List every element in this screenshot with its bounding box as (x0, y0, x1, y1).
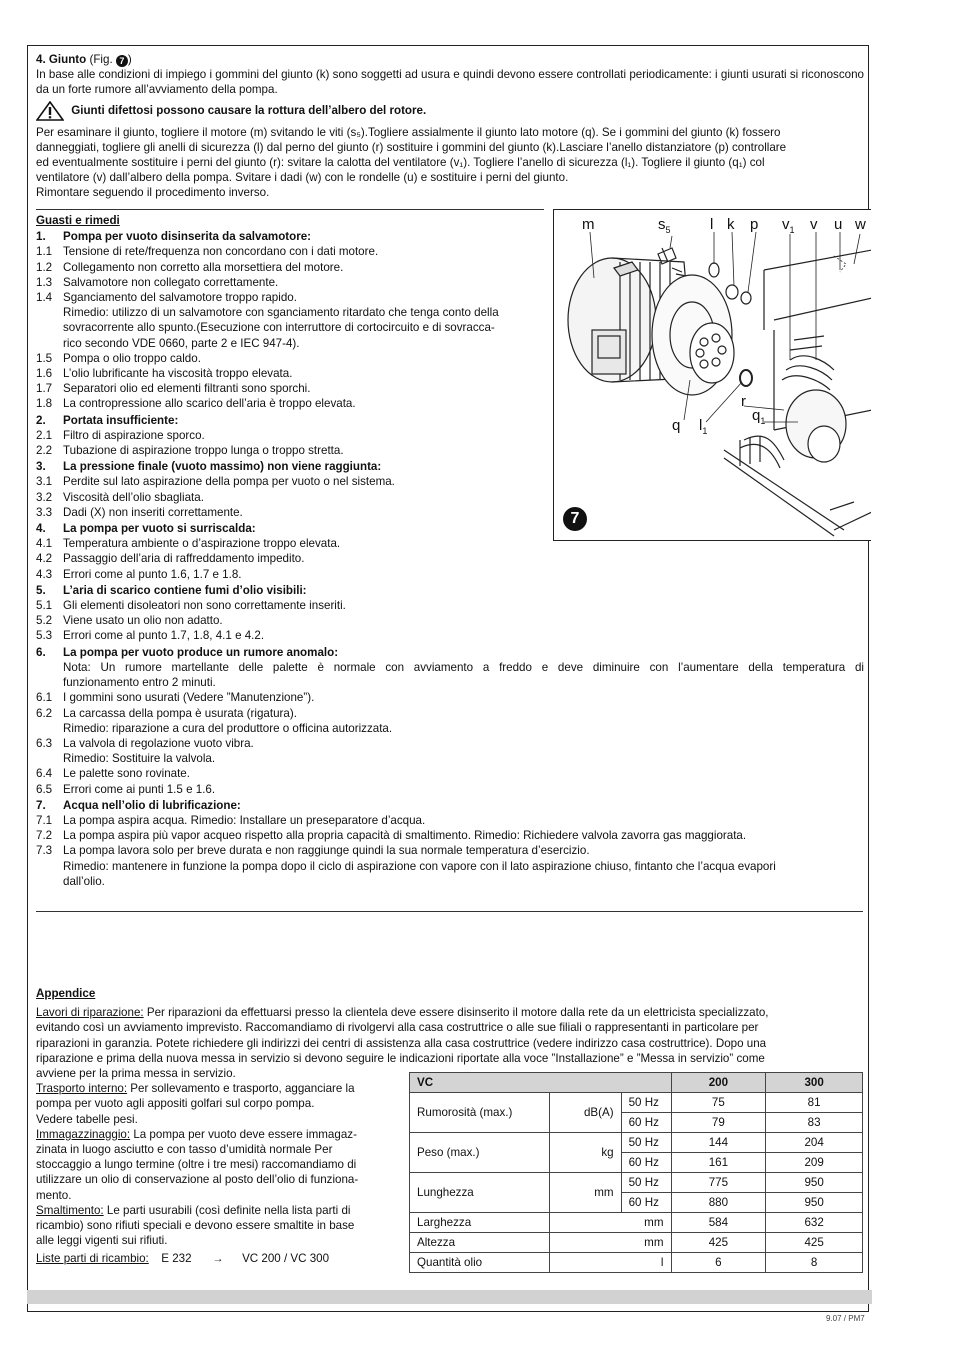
list-item: 1.8 La contropressione allo scarico dell’aria è troppo elevata. (36, 397, 356, 411)
list-item: 1.2 Collegamento non corretto alla morsettiera del motore. (36, 260, 344, 274)
label-l1: $l_1$ (699, 417, 708, 436)
list-item: 2.1 Filtro di aspirazione sporco. (36, 428, 205, 442)
list-item: 1.6 L’olio lubrificante ha viscosità troppo elevata. (36, 367, 293, 381)
list-item: 7.2 La pompa aspira più vapor acqueo rispetto alla propria capacità di smaltimento. Rimedio: Richiedere valvola zavorra gas maggiorata. (36, 829, 747, 843)
figure-number-badge: 7 (563, 507, 587, 531)
faults-title: Guasti e rimedi (36, 214, 120, 227)
list-item: 3.2 Viscosità dell’olio sbagliata. (36, 490, 204, 504)
table-row: Quantità olio l 6 8 (410, 1253, 863, 1273)
intro-text: In base alle condizioni di impiego i gommini del giunto (k) sono soggetti ad usura e quindi devono essere controllati periodicamente: i giunti usurati si riconoscono da un forte rumore all’avviamento della pompa. (36, 68, 864, 97)
list-item: 1.4 Sganciamento del salvamotore troppo rapido. (36, 291, 297, 305)
list-item: 1.7 Separatori olio ed elementi filtranti sono sporchi. (36, 382, 311, 396)
list-item: 5.2 Viene usato un olio non adatto. (36, 614, 223, 628)
disposal-paragraph: Smaltimento: Le parti usurabili (così definite nella lista parti di ricambio) sono rifiuti speciali e devono essere smaltite in base alle leggi vigenti sui rifiuti. (36, 1203, 355, 1248)
fault-group-title: 4. La pompa per vuoto si surriscalda: (36, 522, 256, 536)
fault-group-title: 7. Acqua nell’olio di lubrificazione: (36, 798, 241, 812)
warning-text: Giunti difettosi possono causare la rottura dell’albero del rotore. (71, 103, 427, 117)
figure-ref-badge: 7 (116, 55, 128, 67)
list-item: 5.3 Errori come al punto 1.7, 1.8, 4.1 e 4.2. (36, 629, 265, 643)
label-s5: $s_5$ (658, 216, 671, 235)
list-item: Rimedio: riparazione a cura del produttore o officina autorizzata. (63, 721, 393, 735)
list-item: 3.3 Dadi (X) non inseriti correttamente. (36, 505, 243, 519)
spec-table (409, 1072, 863, 1273)
warning-triangle-icon (36, 101, 64, 121)
table-row: Lunghezza mm 50 Hz 775 950 (410, 1173, 863, 1193)
list-item: Rimedio: utilizzo di un salvamotore con sganciamento ritardato che tenga conto della (63, 306, 499, 320)
list-item: Nota: Un rumore martellante delle palette è normale con avviamento a freddo e deve diminuire con l’aumentare della temperatura di (63, 660, 864, 674)
list-item: 2.2 Tubazione di aspirazione troppo lunga o troppo stretta. (36, 444, 344, 458)
table-row: Larghezza mm 584 632 (410, 1213, 863, 1233)
label-v: v (810, 216, 818, 233)
table-header-row: VC 200 300 (410, 1073, 863, 1093)
list-item: 4.2 Passaggio dell’aria di raffreddamento impedito. (36, 552, 305, 566)
coupling-instructions: Per esaminare il giunto, togliere il motore (m) svitando le viti (s₅).Togliere assialmente il giunto lato motore (q). Se i gommini del giunto (k) fossero danneggiati, togliere gli anelli di sicurezza (l) dal perno del giunto (r) sostituire i gommini del giunto (k).Lasciare l’anello distanziatore (p) controllare ed eventualmente sostituire i perni del giunto (r): svitare la calotta del ventilatore (v₁). Togliere l’anello di sicurezza (l₁). Togliere il giunto (q₁) col ventilatore (v) dall’albero della pompa. Svitare i dadi (w) con le rondelle (u) e sostituire i perni del giunto. Rimontare seguendo il procedimento inverso. (36, 125, 787, 200)
transport-paragraph: Trasporto interno: Per sollevamento e trasporto, agganciare la pompa per vuoto agli appositi golfari sul corpo pompa. Vedere tabelle pesi. (36, 1082, 355, 1126)
table-row: 60 Hz 161 209 (410, 1153, 863, 1173)
label-w: w (855, 216, 866, 233)
fault-group-title: 6. La pompa per vuoto produce un rumore anomalo: (36, 645, 339, 659)
arrow-icon: → (212, 1252, 224, 1266)
footer-bar (27, 1290, 872, 1304)
list-item: rico secondo VDE 0660, parte 2 e IEC 947-4). (63, 336, 300, 350)
list-item: 6.2 La carcassa della pompa è usurata (rigatura). (36, 706, 297, 720)
table-row: Rumorosità (max.) dB(A) 50 Hz 75 81 (410, 1093, 863, 1113)
label-r: r (741, 393, 746, 410)
list-item: funzionamento entro 2 minuti. (63, 676, 216, 690)
list-item: 3.1 Perdite sul lato aspirazione della pompa per vuoto o nel sistema. (36, 475, 395, 489)
page-code: 9.07 / PM7 (826, 1314, 865, 1323)
list-item: 7.1 La pompa aspira acqua. Rimedio: Installare un preseparatore d’acqua. (36, 813, 426, 827)
list-item: sovracorrente allo spunto.(Esecuzione con interruttore di cortocircuito e di sovracca- (63, 321, 495, 335)
divider (36, 911, 863, 912)
table-row: 60 Hz 79 83 (410, 1113, 863, 1133)
storage-paragraph: Immagazzinaggio: La pompa per vuoto deve essere immagaz- zinata in luogo asciutto e con tasso d’umidità normale Per stoccaggio a lungo termine (oltre i tre mesi) raccomandiamo di utilizzare un olio di conservazione al posto dell’olio di funziona- mento. (36, 1127, 359, 1202)
label-v1: $v_1$ (782, 216, 795, 235)
list-item: 7.3 La pompa lavora solo per breve durata e non raggiunge quindi la sua normale temperatura d’esercizio. (36, 844, 590, 858)
section-coupling (36, 52, 864, 201)
repairs-paragraph: Lavori di riparazione: Per riparazioni da effettuarsi presso la clientela deve essere disinserito il motore dalla rete da un elettricista specializzato, evitando così un avviamento imprevisto. Raccomandiamo di rivolgervi alla casa costruttrice o alle sue filiali o rappresentanti in particolare per riparazioni in garanzia. Potete richiedere gli indirizzi dei centri di assistenza alla casa costruttrice (vedere indirizzo casa costruttrice). Dopo una riparazione e prima della nuova messa in servizio si devono seguire le indicazioni riportate alla voce ”Installazione” e ”Messa in servizio” come avviene per la prima messa in servizio. (36, 1006, 769, 1081)
fault-group-title: 5. L’aria di scarico contiene fumi d’olio visibili: (36, 583, 307, 597)
divider (36, 209, 544, 210)
list-item: 1.1 Tensione di rete/frequenza non concordano con i dati motore. (36, 245, 379, 259)
warning-line (36, 101, 864, 123)
list-item: 6.1 I gommini sono usurati (Vedere ”Manutenzione”). (36, 691, 315, 705)
fault-group-title: 2. Portata insufficiente: (36, 413, 179, 427)
pump-exploded-drawing (554, 210, 871, 541)
appendix-title: Appendice (36, 987, 96, 1000)
section-title: 4. Giunto (Fig. 7 ) (36, 53, 132, 66)
fault-group-title: 3. La pressione finale (vuoto massimo) non viene raggiunta: (36, 460, 382, 474)
fault-group-title: 1. Pompa per vuoto disinserita da salvamotore: (36, 230, 312, 244)
label-l: l (710, 216, 714, 233)
label-p: p (750, 216, 759, 233)
list-item: Rimedio: mantenere in funzione la pompa dopo il ciclo di aspirazione con vapore con il lato aspirazione chiuso, fintanto che l’acqua evapori (63, 859, 776, 873)
list-item: 4.1 Temperatura ambiente o d’aspirazione troppo elevata. (36, 537, 341, 551)
list-item: 6.4 Le palette sono rovinate. (36, 767, 190, 781)
list-item: 1.3 Salvamotore non collegato correttamente. (36, 275, 279, 289)
label-u: u (834, 216, 843, 233)
list-item: dall’olio. (63, 874, 105, 888)
list-item: 5.1 Gli elementi disoleatori non sono correttamente inseriti. (36, 599, 346, 613)
spare-parts-line: Liste parti di ricambio: E 232 → VC 200 / VC 300 (36, 1252, 330, 1266)
list-item: 1.5 Pompa o olio troppo caldo. (36, 351, 201, 365)
list-item: Rimedio: Sostituire la valvola. (63, 752, 216, 766)
list-item: 4.3 Errori come al punto 1.6, 1.7 e 1.8. (36, 567, 242, 581)
table-row: 60 Hz 880 950 (410, 1193, 863, 1213)
label-q: q (672, 417, 681, 434)
label-k: k (727, 216, 735, 233)
list-item: 6.3 La valvola di regolazione vuoto vibra. (36, 736, 254, 750)
figure-7 (553, 209, 871, 541)
table-row: Peso (max.) kg 50 Hz 144 204 (410, 1133, 863, 1153)
table-row: Altezza mm 425 425 (410, 1233, 863, 1253)
label-m: m (582, 216, 595, 233)
label-q1: $q_1$ (752, 407, 766, 426)
list-item: 6.5 Errori come ai punti 1.5 e 1.6. (36, 782, 216, 796)
